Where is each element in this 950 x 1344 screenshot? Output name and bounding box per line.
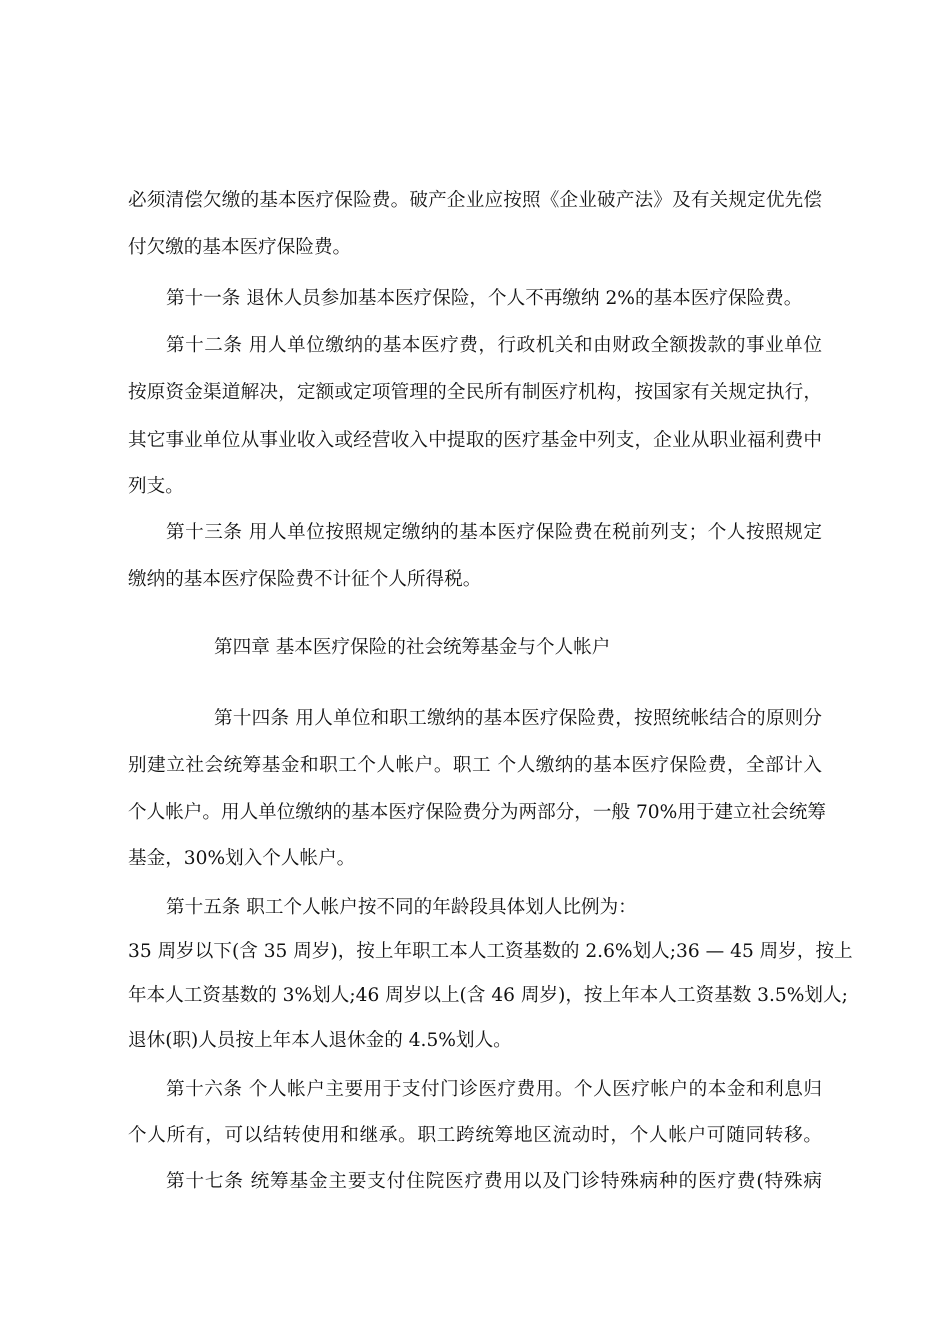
- text-line: 35 周岁以下(含 35 周岁)，按上年职工本人工资基数的 2.6%划人;36 — 45 周岁，按上: [128, 941, 853, 962]
- text-line: 年本人工资基数的 3%划人;46 周岁以上(含 46 周岁)，按上年本人工资基数 3.5%划人;: [128, 985, 848, 1006]
- article-16: 第十六条 个人帐户主要用于支付门诊医疗费用。个人医疗帐户的本金和利息归: [166, 1079, 822, 1100]
- text-line: 别建立社会统筹基金和职工个人帐户。职工 个人缴纳的基本医疗保险费，全部计入: [128, 755, 822, 776]
- text-line: 列支。: [128, 476, 184, 497]
- text-line: 必须清偿欠缴的基本医疗保险费。破产企业应按照《企业破产法》及有关规定优先偿: [128, 190, 822, 211]
- article-11: 第十一条 退休人员参加基本医疗保险，个人不再缴纳 2%的基本医疗保险费。: [166, 288, 803, 309]
- text-line: 其它事业单位从事业收入或经营收入中提取的医疗基金中列支，企业从职业福利费中: [128, 430, 822, 451]
- chapter-heading: 第四章 基本医疗保险的社会统筹基金与个人帐户: [214, 637, 611, 658]
- text-line: 缴纳的基本医疗保险费不计征个人所得税。: [128, 569, 482, 590]
- article-12: 第十二条 用人单位缴纳的基本医疗费，行政机关和由财政全额拨款的事业单位: [166, 335, 822, 356]
- article-14: 第十四条 用人单位和职工缴纳的基本医疗保险费，按照统帐结合的原则分: [214, 708, 822, 729]
- text-line: 个人帐户。用人单位缴纳的基本医疗保险费分为两部分，一般 70%用于建立社会统筹: [128, 802, 827, 823]
- text-line: 基金，30%划入个人帐户。: [128, 848, 356, 869]
- text-line: 按原资金渠道解决，定额或定项管理的全民所有制医疗机构，按国家有关规定执行，: [128, 382, 822, 403]
- text-line: 个人所有，可以结转使用和继承。职工跨统筹地区流动时，个人帐户可随同转移。: [128, 1125, 822, 1146]
- text-line: 付欠缴的基本医疗保险费。: [128, 237, 352, 258]
- text-line: 退休(职)人员按上年本人退休金的 4.5%划人。: [128, 1030, 512, 1051]
- article-15: 第十五条 职工个人帐户按不同的年龄段具体划人比例为：: [166, 897, 637, 918]
- article-13: 第十三条 用人单位按照规定缴纳的基本医疗保险费在税前列支；个人按照规定: [166, 522, 822, 543]
- article-17: 第十七条 统筹基金主要支付住院医疗费用以及门诊特殊病种的医疗费(特殊病: [166, 1171, 822, 1192]
